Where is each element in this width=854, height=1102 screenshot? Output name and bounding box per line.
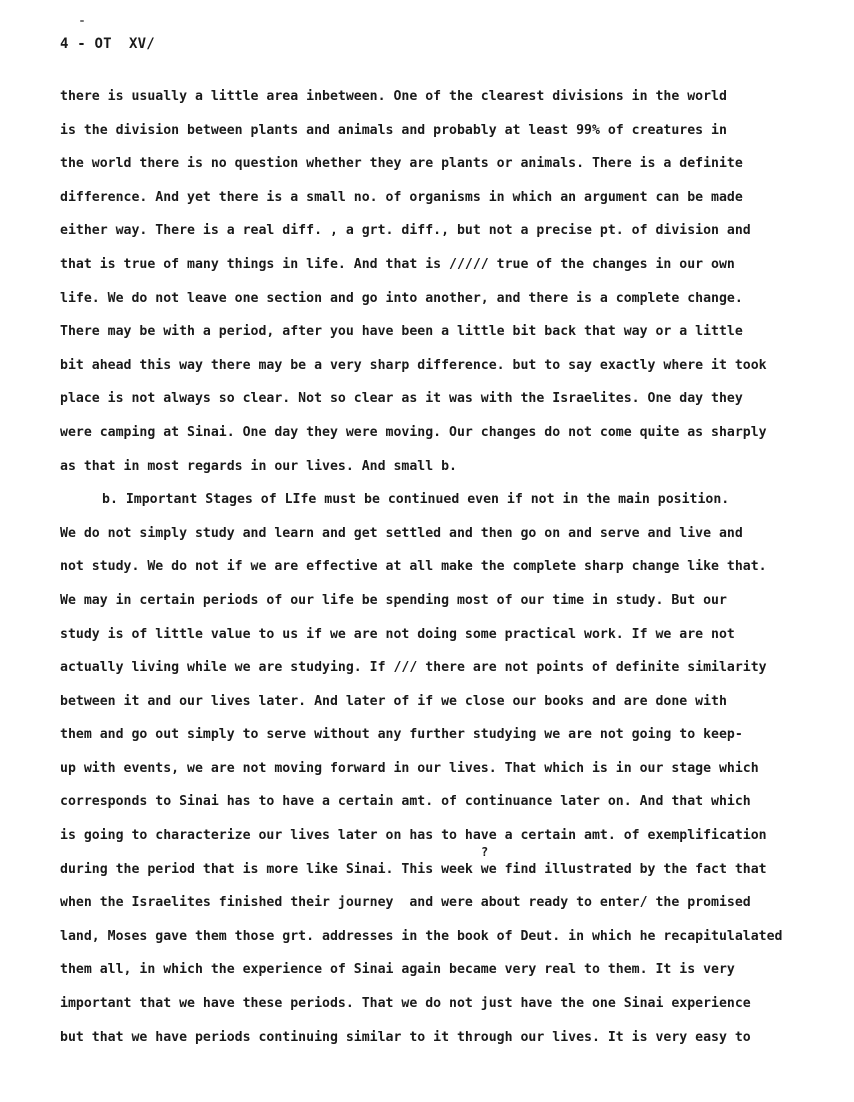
text-line: not study. We do not if we are effective at all make the complete sharp change like that. xyxy=(60,559,767,575)
text-line: there is usually a little area inbetween. One of the clearest divisions in the world xyxy=(60,89,727,104)
text-line: corresponds to Sinai has to have a certain amt. of continuance later on. And that which xyxy=(60,794,751,810)
text-line: between it and our lives later. And later of if we close our books and are done with xyxy=(60,693,727,709)
ink-speck xyxy=(80,20,84,22)
text-line: difference. And yet there is a small no. of organisms in which an argument can be made xyxy=(60,189,743,205)
text-line: is going to characterize our lives later on has to have a certain amt. of exemplification xyxy=(60,828,767,844)
text-line: during the period that is more like Sinai. This week we find illustrated by the fact that xyxy=(60,861,767,877)
marginal-question-mark: ? xyxy=(481,845,489,859)
text-line: that is true of many things in life. And that is ///// true of the changes in our own xyxy=(60,256,735,272)
text-line: bit ahead this way there may be a very sharp difference. but to say exactly where it took xyxy=(60,357,767,373)
text-line: important that we have these periods. That we do not just have the one Sinai experience xyxy=(60,996,751,1012)
text-line: were camping at Sinai. One day they were moving. Our changes do not come quite as sharply xyxy=(60,424,767,440)
text-line: when the Israelites finished their journey and were about ready to enter/ the promised xyxy=(60,895,751,911)
text-line: We do not simply study and learn and get settled and then go on and serve and live and xyxy=(60,525,743,541)
text-line: them and go out simply to serve without any further studying we are not going to keep- xyxy=(60,727,743,743)
text-line: There may be with a period, after you have been a little bit back that way or a little xyxy=(60,324,743,340)
text-line: land, Moses gave them those grt. addresses in the book of Deut. in which he recapitulalated xyxy=(60,928,783,944)
text-line: place is not always so clear. Not so clear as it was with the Israelites. One day they xyxy=(60,391,743,407)
text-line: actually living while we are studying. If /// there are not points of definite similarity xyxy=(60,660,767,676)
text-line: but that we have periods continuing similar to it through our lives. It is very easy to xyxy=(60,1029,751,1045)
page-header: 4 - OT XV/ xyxy=(60,36,155,52)
text-line: the world there is no question whether they are plants or animals. There is a definite xyxy=(60,156,743,172)
text-line: as that in most regards in our lives. And small b. xyxy=(60,458,457,474)
text-line: study is of little value to us if we are not doing some practical work. If we are not xyxy=(60,626,735,642)
text-line: them all, in which the experience of Sinai again became very real to them. It is very xyxy=(60,962,735,978)
section-heading-line: b. Important Stages of LIfe must be continued even if not in the main position. xyxy=(102,492,730,508)
text-line: either way. There is a real diff. , a grt. diff., but not a precise pt. of division and xyxy=(60,223,751,239)
text-line: We may in certain periods of our life be spending most of our time in study. But our xyxy=(60,592,727,608)
text-line: is the division between plants and animals and probably at least 99% of creatures in xyxy=(60,122,727,138)
text-line: life. We do not leave one section and go into another, and there is a complete change. xyxy=(60,290,743,306)
text-line: up with events, we are not moving forward in our lives. That which is in our stage which xyxy=(60,760,759,776)
body-text xyxy=(60,88,830,1062)
